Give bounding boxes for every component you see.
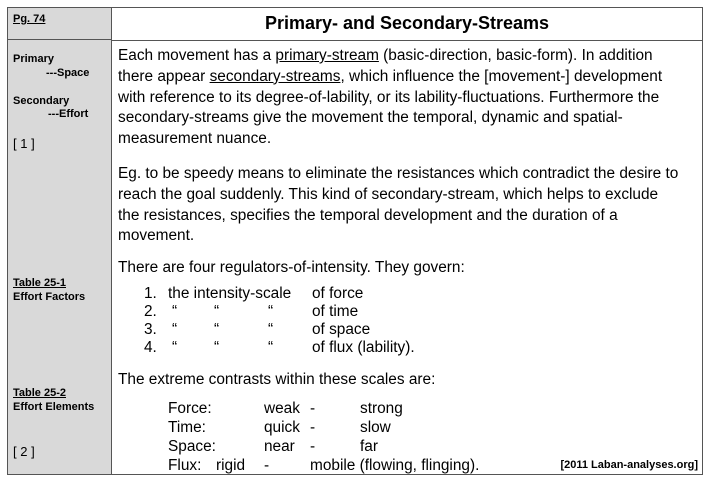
ditto-mark: “ xyxy=(172,339,178,356)
factor-high: far xyxy=(360,438,378,455)
list-number: 2. xyxy=(144,303,157,320)
paragraph-2 xyxy=(118,164,698,247)
list-text: of force xyxy=(312,285,364,302)
ditto-mark: “ xyxy=(268,321,274,338)
factor-low: weak xyxy=(264,400,300,417)
factor-high: mobile (flowing, flinging). xyxy=(310,457,480,474)
text: movement. xyxy=(118,227,195,245)
paragraph-1 xyxy=(118,46,698,150)
secondary-streams-link[interactable]: secondary-streams xyxy=(209,67,341,85)
sidebar xyxy=(8,8,112,474)
factor-name: Time: xyxy=(168,419,206,436)
reference-2: [ 2 ] xyxy=(13,444,35,459)
text: there appear xyxy=(118,67,210,85)
label-space: ---Space xyxy=(46,67,90,79)
text: Eg. to be speedy means to eliminate the resistances which contradict the desire to xyxy=(118,165,679,182)
table-25-2-subtitle: Effort Elements xyxy=(13,401,95,413)
copyright-notice: [2011 Laban-analyses.org] xyxy=(560,459,698,471)
factor-name: Flux: xyxy=(168,457,202,474)
factor-dash: - xyxy=(264,457,270,474)
text: with reference to its degree-of-lability, or its lability-fluctuations. Furthermore the xyxy=(118,88,660,106)
factor-dash: - xyxy=(310,438,316,455)
list-text: the intensity-scale xyxy=(168,285,292,302)
ditto-mark: “ xyxy=(214,303,220,320)
label-secondary: Secondary xyxy=(13,95,70,107)
table-25-2-link[interactable]: Table 25-2 xyxy=(13,387,66,399)
list-text: of time xyxy=(312,303,359,320)
factor-high: strong xyxy=(360,400,403,417)
paragraph-3: There are four regulators-of-intensity. They govern: xyxy=(118,259,465,276)
list-text: of flux (lability). xyxy=(312,339,415,356)
primary-stream-link[interactable]: primary-stream xyxy=(275,47,379,64)
text: , which influence the [movement-] development xyxy=(340,67,663,85)
text: the resistances, specifies the temporal development and the duration of a xyxy=(118,206,618,224)
page-number: Pg. 74 xyxy=(13,13,46,25)
paragraph-4: The extreme contrasts within these scales are: xyxy=(118,371,436,388)
ditto-mark: “ xyxy=(172,321,178,338)
table-25-1-link[interactable]: Table 25-1 xyxy=(13,277,66,289)
text: reach the goal suddenly. This kind of secondary-stream, which helps to exclude xyxy=(118,185,659,203)
page-title: Primary- and Secondary-Streams xyxy=(264,13,550,33)
list-number: 1. xyxy=(144,285,157,302)
factor-name: Space: xyxy=(168,438,216,455)
factor-name: Force: xyxy=(168,400,212,417)
factor-dash: - xyxy=(310,419,316,436)
page-frame xyxy=(7,7,703,475)
ditto-mark: “ xyxy=(214,321,220,338)
label-effort: ---Effort xyxy=(48,108,89,120)
ditto-mark: “ xyxy=(268,339,274,356)
main-content xyxy=(112,8,702,474)
factor-low: near xyxy=(264,438,295,455)
reference-1: [ 1 ] xyxy=(13,136,35,151)
list-number: 3. xyxy=(144,321,157,338)
text: secondary-streams give the movement the temporal, dynamic and spatial- xyxy=(118,109,623,127)
factor-dash: - xyxy=(310,400,316,417)
factor-high: slow xyxy=(360,419,391,436)
ditto-mark: “ xyxy=(268,303,274,320)
ditto-mark: “ xyxy=(214,339,220,356)
table-25-1-subtitle: Effort Factors xyxy=(13,291,86,303)
list-text: of space xyxy=(312,321,371,338)
sidebar-divider xyxy=(8,39,112,40)
text: Each movement has a xyxy=(118,47,276,64)
factor-low: rigid xyxy=(216,457,246,474)
ditto-mark: “ xyxy=(172,303,178,320)
factor-low: quick xyxy=(264,419,300,436)
list-number: 4. xyxy=(144,339,157,356)
label-primary: Primary xyxy=(13,53,54,65)
text: (basic-direction, basic-form). In addition xyxy=(378,47,653,64)
title-bar xyxy=(112,8,702,41)
text: measurement nuance. xyxy=(118,130,272,148)
